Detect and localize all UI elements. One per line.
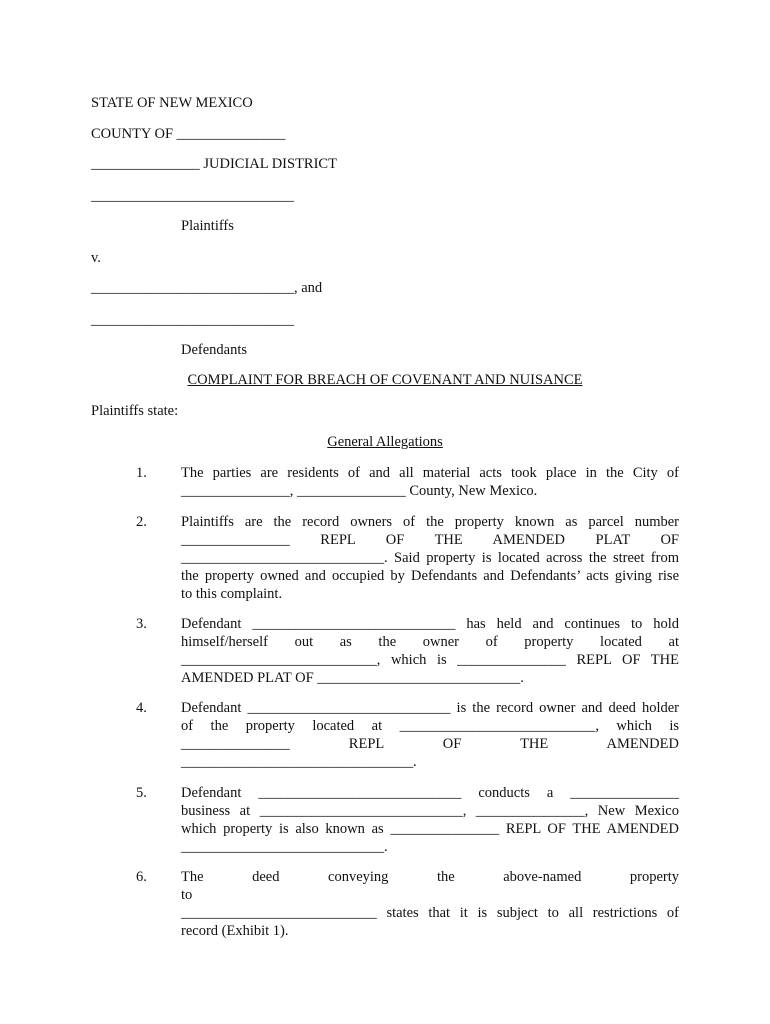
paragraph-number: 1. bbox=[136, 465, 147, 481]
paragraph-line: business at ____________________________, _______________, New Mexico bbox=[181, 803, 679, 819]
paragraph-line: AMENDED PLAT OF ____________________________. bbox=[181, 670, 524, 686]
defendant-name-blank-1: ____________________________, and bbox=[91, 280, 323, 296]
paragraph-line: the property owned and occupied by Defendants and Defendants’ acts giving rise bbox=[181, 568, 679, 584]
paragraph-line: The deed conveying the above-named property to bbox=[181, 869, 679, 903]
paragraph-6 bbox=[181, 868, 679, 940]
paragraph-number: 6. bbox=[136, 869, 147, 885]
paragraph-number: 2. bbox=[136, 514, 147, 530]
paragraph-line: which property is also known as _______________ REPL OF THE AMENDED bbox=[181, 821, 679, 837]
complaint-title: COMPLAINT FOR BREACH OF COVENANT AND NUISANCE bbox=[187, 372, 583, 388]
paragraph-number: 5. bbox=[136, 785, 147, 801]
paragraph-3 bbox=[181, 615, 679, 687]
paragraph-5 bbox=[181, 784, 679, 856]
paragraph-line: ____________________________. bbox=[181, 839, 388, 855]
judicial-district-line: _______________ JUDICIAL DISTRICT bbox=[91, 156, 337, 172]
intro-text: Plaintiffs state: bbox=[91, 403, 179, 419]
paragraph-line: record (Exhibit 1). bbox=[181, 923, 289, 939]
paragraph-line: _______________, _______________ County, New Mexico. bbox=[181, 483, 538, 499]
paragraph-1 bbox=[181, 464, 679, 500]
paragraph-line: The parties are residents of and all material acts took place in the City of bbox=[181, 465, 679, 481]
paragraph-line: Defendant ____________________________ is the record owner and deed holder bbox=[181, 700, 679, 716]
paragraph-line: Defendant ____________________________ has held and continues to hold bbox=[181, 616, 679, 632]
paragraph-line: _______________ REPL OF THE AMENDED PLAT OF bbox=[181, 532, 679, 548]
plaintiff-name-blank: ____________________________ bbox=[91, 188, 294, 204]
paragraph-4 bbox=[181, 699, 679, 771]
paragraph-number: 3. bbox=[136, 616, 147, 632]
county-line: COUNTY OF _______________ bbox=[91, 126, 286, 142]
paragraph-line: ____________________________. Said property is located across the street from bbox=[181, 550, 679, 566]
paragraph-line: Defendant ____________________________ conducts a _______________ bbox=[181, 785, 679, 801]
paragraph-2 bbox=[181, 513, 679, 603]
paragraph-line: ___________________________, which is _______________ REPL OF THE bbox=[181, 652, 679, 668]
plaintiffs-label: Plaintiffs bbox=[181, 218, 234, 234]
paragraph-line: of the property located at ___________________________, which is bbox=[181, 718, 679, 734]
versus-label: v. bbox=[91, 250, 101, 266]
defendants-label: Defendants bbox=[181, 342, 248, 358]
section-heading: General Allegations bbox=[327, 434, 443, 450]
paragraph-line: _______________ REPL OF THE AMENDED bbox=[181, 736, 679, 752]
paragraph-line: to this complaint. bbox=[181, 586, 283, 602]
paragraph-number: 4. bbox=[136, 700, 147, 716]
paragraph-line: ___________________________ states that it is subject to all restrictions of bbox=[181, 905, 679, 921]
defendant-name-blank-2: ____________________________ bbox=[91, 312, 294, 328]
paragraph-line: himself/herself out as the owner of property located at bbox=[181, 634, 679, 650]
paragraph-line: ________________________________. bbox=[181, 754, 417, 770]
state-line: STATE OF NEW MEXICO bbox=[91, 95, 253, 111]
paragraph-line: Plaintiffs are the record owners of the property known as parcel number bbox=[181, 514, 679, 530]
